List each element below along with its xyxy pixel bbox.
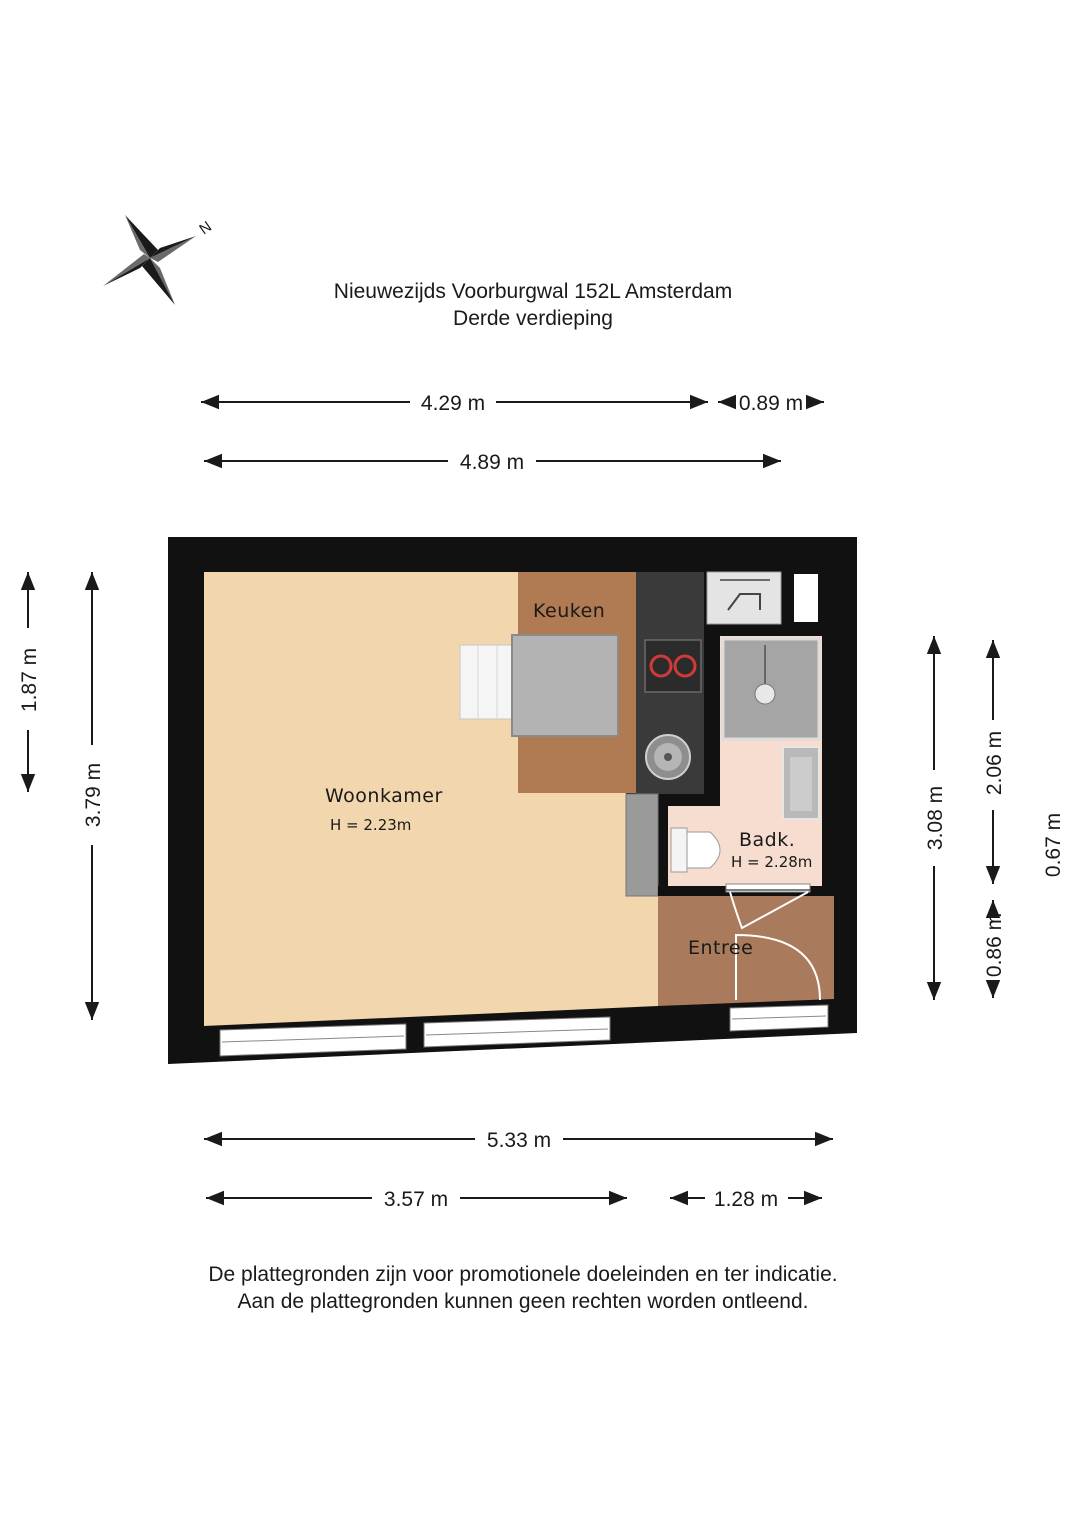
appliance-icon xyxy=(707,572,818,624)
dim-right-a: 3.08 m xyxy=(924,785,947,851)
toilet-icon xyxy=(671,828,720,872)
dimensions-top xyxy=(201,392,824,474)
dim-right-b-lower: 0.86 m xyxy=(983,912,1006,978)
room-label-entrance: Entree xyxy=(688,937,754,959)
dim-bottom-b: 1.28 m xyxy=(713,1188,779,1211)
dim-left-total: 3.79 m xyxy=(82,762,105,828)
shower-icon xyxy=(723,639,819,739)
dim-bottom-total: 5.33 m xyxy=(486,1129,552,1152)
wall-cabinet xyxy=(626,794,658,896)
dimensions-bottom xyxy=(204,1129,833,1211)
dim-right-b-upper: 2.06 m xyxy=(983,730,1006,796)
dim-top-width-b: 0.89 m xyxy=(738,392,804,415)
compass-icon xyxy=(103,215,215,305)
room-label-living: Woonkamer xyxy=(325,785,443,807)
dim-top-total: 4.89 m xyxy=(459,451,525,474)
disclaimer xyxy=(0,1261,1046,1315)
disclaimer-line-2: Aan de plattegronden kunnen geen rechten worden ontleend. xyxy=(237,1290,809,1313)
dim-left-upper: 1.87 m xyxy=(18,647,41,713)
floor-subtitle: Derde verdieping xyxy=(453,307,613,330)
room-label-bathroom: Badk. xyxy=(739,829,796,851)
room-label-kitchen: Keuken xyxy=(533,600,606,622)
room-height-living: H = 2.23m xyxy=(330,816,412,834)
address-title: Nieuwezijds Voorburgwal 152L Amsterdam xyxy=(333,280,733,303)
compass-north-label: N xyxy=(196,218,215,239)
dim-bottom-a: 3.57 m xyxy=(383,1188,449,1211)
dim-top-width-a: 4.29 m xyxy=(420,392,486,415)
dimensions-right xyxy=(924,636,1065,1000)
bathroom-sink-icon xyxy=(783,747,819,819)
dim-right-c: 0.67 m xyxy=(1042,812,1065,878)
kitchen-sink-icon xyxy=(646,735,690,779)
cooktop-icon xyxy=(645,640,701,692)
room-height-bathroom: H = 2.28m xyxy=(731,853,813,871)
dimensions-left xyxy=(18,572,105,1020)
disclaimer-line-1: De plattegronden zijn voor promotionele doeleinden en ter indicatie. xyxy=(208,1263,838,1286)
